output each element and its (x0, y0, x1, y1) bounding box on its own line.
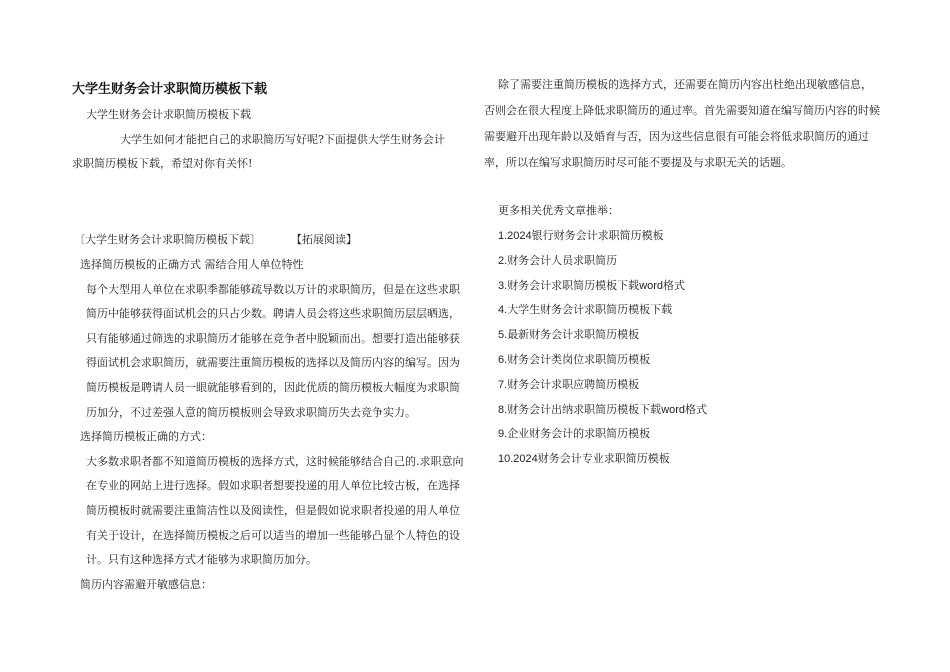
intro-paragraph (72, 128, 458, 176)
body-paragraph-1: 每个大型用人单位在求职季都能够疏导数以万计的求职简历，但是在这些求职简历中能够获得面试机会的只占少数。聘请人员会将这些求职简历层层晒选，只有能够通过筛选的求职简历才能够在竞争者中脱颖而出。想要打造出能够获得面试机会求职简历，就需要注重简历模板的选择以及简历内容的编写。因为简历模板是聘请人员一眼就能够看到的，因此优质的简历模板大幅度为求职简历加分，不过差强人意的简历模板则会导致求职简历失去竞争实力。 (86, 282, 460, 419)
related-article-link[interactable]: 1.2024银行财务会计求职简历模板 (498, 229, 664, 242)
source-line (74, 231, 357, 247)
extended-reading-label: 【拓展阅读】 (291, 233, 357, 246)
related-article-link[interactable]: 3.财务会计求职简历模板下载word格式 (498, 278, 686, 292)
intro-line-2: 求职简历模板下载，希望对你有关怀! (72, 157, 253, 170)
right-paragraph-text: 除了需要注重简历模板的选择方式，还需要在简历内容出杜绝出现敏感信息，否则会在很大程度上降低求职简历的通过率。首先需要知道在编写简历内容的时候需要避开出现年龄以及婚育与否，因为这些信息很有可能会将低求职简历的通过率，所以在编写求职简历时尽可能不要提及与求职无关的话题。 (484, 78, 880, 169)
document-title: 大学生财务会计求职简历模板下载 (72, 82, 268, 97)
article-body (72, 253, 464, 597)
section-heading-3: 简历内容需避开敏感信息： (80, 577, 212, 591)
body-paragraph-2: 大多数求职者都不知道简历模板的选择方式，这时候能够结合自己的.求职意向在专业的网站上进行选择。假如求职者想要投递的用人单位比较古板，在选择简历模板时就需要注重简洁性以及阅读性，但是假如说求职者投递的用人单位有关于设计，在选择简历模板之后可以适当的增加一些能够凸显个人特色的设计。只有这种选择方式才能够为求职简历加分。 (86, 454, 464, 567)
document-subtitle: 大学生财务会计求职简历模板下载 (86, 108, 251, 121)
related-article-link[interactable]: 5.最新财务会计求职简历模板 (498, 328, 640, 342)
section-heading-1: 选择简历模板的正确方式 需结合用人单位特性 (80, 258, 304, 271)
section-heading-2: 选择简历模板正确的方式： (80, 430, 212, 444)
source-label: 〔大学生财务会计求职简历模板下载〕 (74, 233, 261, 246)
related-article-link[interactable]: 2.财务会计人员求职简历 (498, 253, 618, 267)
related-article-link[interactable]: 6.财务会计类岗位求职简历模板 (498, 352, 651, 366)
intro-line-1: 大学生如何才能把自己的求职简历写好呢?下面提供大学生财务会计 (120, 133, 445, 146)
related-article-link[interactable]: 7.财务会计求职应聘简历模板 (498, 377, 640, 391)
related-article-link[interactable]: 9.企业财务会计的求职简历模板 (498, 427, 651, 441)
related-article-link[interactable]: 10.2024财务会计专业求职简历模板 (498, 452, 670, 466)
related-articles-list (498, 224, 707, 472)
related-article-link[interactable]: 8.财务会计出纳求职简历模板下载word格式 (498, 402, 708, 416)
right-column-paragraph (484, 72, 882, 176)
related-article-link[interactable]: 4.大学生财务会计求职简历模板下载 (498, 303, 673, 317)
related-articles-heading: 更多相关优秀文章推举： (498, 204, 619, 217)
